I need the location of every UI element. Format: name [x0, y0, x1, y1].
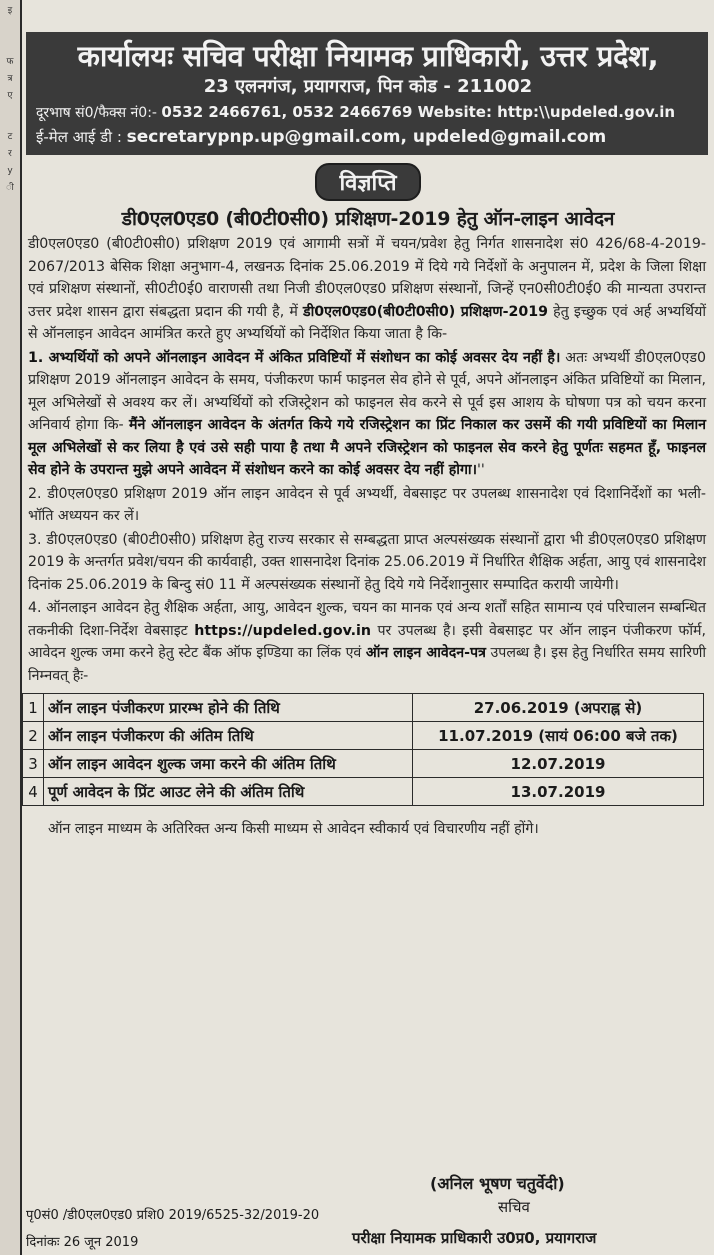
row-label: ऑन लाइन आवेदन शुल्क जमा करने की अंतिम तिथि	[44, 750, 413, 778]
strip-char: y	[7, 166, 13, 176]
point-4-text-2: पर उपलब्ध है। इसी वेबसाइट पर ऑन लाइन पंजीकरण फॉर्म, आवेदन शुल्क जमा करने हेतु स्टेट बैंक ऑफ इण्डिया का लिंक एवं	[28, 622, 706, 661]
contact-phone-line	[36, 100, 700, 125]
point-1-quote: ''	[476, 462, 485, 478]
point-4	[28, 597, 706, 687]
point-4-text-3: उपलब्ध है। इस हेतु निर्धारित समय सारिणी निम्नवत् हैः-	[28, 645, 707, 684]
schedule-table	[22, 693, 704, 806]
email-value: secretarypnp.up@gmail.com, updeled@gmail.com	[126, 127, 607, 147]
table-row	[23, 750, 704, 778]
strip-char: त्र	[7, 74, 13, 84]
phone-value: 0532 2466761, 0532 2466769	[161, 103, 413, 121]
table-row	[23, 694, 704, 722]
notice-subject: डी0एल0एड0 (बी0टी0सी0) प्रशिक्षण-2019 हेतु ऑन-लाइन आवेदन	[121, 208, 615, 230]
table-row	[23, 778, 704, 806]
notice-heading: विज्ञप्ति	[315, 163, 420, 201]
point-2: 2. डी0एल0एड0 प्रशिक्षण 2019 ऑन लाइन आवेदन से पूर्व अभ्यर्थी, वेबसाइट पर उपलब्ध शासनादेश एवं दिशानिर्देशों का भली-भॉति अध्ययन कर लें।	[28, 485, 706, 524]
adjacent-column-strip	[0, 0, 22, 1255]
contact-email-line	[36, 125, 700, 149]
notice-body	[22, 233, 714, 687]
strip-char: फ	[6, 57, 14, 67]
row-date: 27.06.2019 (अपराह्न से)	[413, 694, 704, 722]
row-label: ऑन लाइन पंजीकरण प्रारम्भ होने की तिथि	[44, 694, 413, 722]
point-1	[28, 347, 706, 482]
point-1-text: अतः अभ्यर्थी डी0एल0एड0 प्रशिक्षण 2019 ऑनलाइन आवेदन के समय, पंजीकरण फार्म फाइनल सेव होने से पूर्व, अपने ऑनलाइन अंकित प्रविष्टियों का मिलान, मूल अभिलेखों से अवश्य कर लें। अभ्यर्थियों को रजिस्ट्रेशन को फाइनल सेव करने से पूर्व इस आशय के घोषणा पत्र को चयन करना अनिवार्य होगा कि-	[28, 349, 706, 433]
point-3: 3. डी0एल0एड0 (बी0टी0सी0) प्रशिक्षण हेतु राज्य सरकार से सम्बद्धता प्राप्त अल्पसंख्यक संस्थानों द्वारा भी डी0एल0एड0 प्रशिक्षण 2019 के अन्तर्गत प्रवेश/चयन की कार्यवाही, उक्त शासनादेश दिनांक 25.06.2019 में निर्धारित शैक्षिक अर्हता, आयु एवं शासनादेश दिनांक 25.06.2019 के बिन्दु सं0 11 में अल्पसंख्यक संस्थानों हेतु दिये गये निर्देशानुसार सम्पादित करायी जायेगी।	[28, 531, 706, 593]
row-number: 3	[23, 750, 44, 778]
closing-statement: ऑन लाइन माध्यम के अतिरिक्त अन्य किसी माध्यम से आवेदन स्वीकार्य एवं विचारणीय नहीं होंगे।	[48, 821, 539, 837]
website-text: Website: http:\\updeled.gov.in	[412, 103, 676, 121]
row-label: पूर्ण आवेदन के प्रिंट आउट लेने की अंतिम तिथि	[44, 778, 413, 806]
row-label: ऑन लाइन पंजीकरण की अंतिम तिथि	[44, 722, 413, 750]
point-1-bold-start: 1. अभ्यर्थियों को अपने ऑनलाइन आवेदन में अंकित प्रविष्टियों में संशोधन का कोई अवसर देय नहीं है।	[28, 349, 561, 366]
row-date: 13.07.2019	[413, 778, 704, 806]
intro-paragraph	[28, 233, 706, 346]
office-title: कार्यालयः सचिव परीक्षा नियामक प्राधिकारी, उत्तर प्रदेश,	[77, 39, 659, 73]
intro-tail: हेतु इच्छुक एवं अर्ह अभ्यर्थियों से ऑनलाइन आवेदन आमंत्रित करते हुए अभ्यर्थियों को निर्देशित किया जाता है कि-	[28, 303, 707, 342]
signatory-name: (अनिल भूषण चतुर्वेदी)	[430, 1174, 565, 1193]
phone-label: दूरभाष सं0/फैक्स नं0:-	[36, 105, 162, 121]
signatory-office: परीक्षा नियामक प्राधिकारी उ0प्र0, प्रयागराज	[352, 1229, 597, 1247]
row-number: 2	[23, 722, 44, 750]
newspaper-notice	[22, 0, 714, 1255]
intro-text: डी0एल0एड0 (बी0टी0सी0) प्रशिक्षण 2019 एवं आगामी सत्रों में चयन/प्रवेश हेतु निर्गत शासनादेश सं0 426/68-4-2019-2067/2013 बेसिक शिक्षा अनुभाग-4, लखनऊ दिनांक 25.06.2019 में दिये गये निर्देशों के अनुपालन में, प्रदेश के जिला शिक्षा एवं प्रशिक्षण संस्थानों, सी0टी0ई0 वाराणसी तथा निजी डी0एल0एड0 प्रशिक्षण संस्थानों, जिन्हें एन0सी0टी0ई0 की मान्यता उपरान्त उत्तर प्रदेश शासन द्वारा संबद्धता प्रदान की गयी है, में	[28, 236, 706, 320]
intro-bold: डी0एल0एड0(बी0टी0सी0) प्रशिक्षण-2019	[302, 303, 548, 320]
strip-char: ए	[7, 91, 13, 101]
strip-char: ट	[7, 132, 13, 142]
reference-number: पृ0सं0 /डी0एल0एड0 प्रशि0 2019/6525-32/2019-20	[26, 1208, 320, 1223]
notice-heading-wrap	[22, 163, 714, 201]
point-4-bold: ऑन लाइन आवेदन-पत्र	[365, 645, 486, 661]
office-address: 23 एलनगंज, प्रयागराज, पिन कोड - 211002	[203, 76, 533, 97]
point-4-text: 4. ऑनलाइन आवेदन हेतु शैक्षिक अर्हता, आयु, आवेदन शुल्क, चयन का मानक एवं अन्य शर्तों सहित सामान्य एवं परिचालन सम्बन्धित तकनीकी दिशा-निर्देश वेबसाइट	[28, 600, 706, 639]
signatory-designation: सचिव	[498, 1198, 530, 1216]
strip-char: र	[8, 149, 12, 159]
reference-date: दिनांकः 26 जून 2019	[26, 1235, 139, 1250]
point-1-bold-end: मैंने ऑनलाइन आवेदन के अंतर्गत किये गये रजिस्ट्रेशन का प्रिंट निकाल कर उसमें की गयी प्रविष्टियों का मिलान मूल अभिलेखों से कर लिया है एवं उसे सही पाया है तथा मै अपने रजिस्ट्रेशन को फाइनल सेव करने हेतु पूर्णतः सहमत हूँ, फाइनल सेव होने के उपरान्त मुझे अपने आवेदन में संशोधन करने का कोई अवसर देय नहीं होगा।	[28, 417, 706, 478]
row-number: 1	[23, 694, 44, 722]
row-number: 4	[23, 778, 44, 806]
strip-char: ी	[6, 183, 14, 193]
row-date: 12.07.2019	[413, 750, 704, 778]
row-date: 11.07.2019 (सायं 06:00 बजे तक)	[413, 722, 704, 750]
strip-char: इ	[7, 6, 13, 16]
email-label: ई-मेल आई डी :	[36, 128, 127, 146]
table-row	[23, 722, 704, 750]
office-header	[26, 32, 708, 155]
website-url[interactable]: https://updeled.gov.in	[194, 622, 372, 639]
